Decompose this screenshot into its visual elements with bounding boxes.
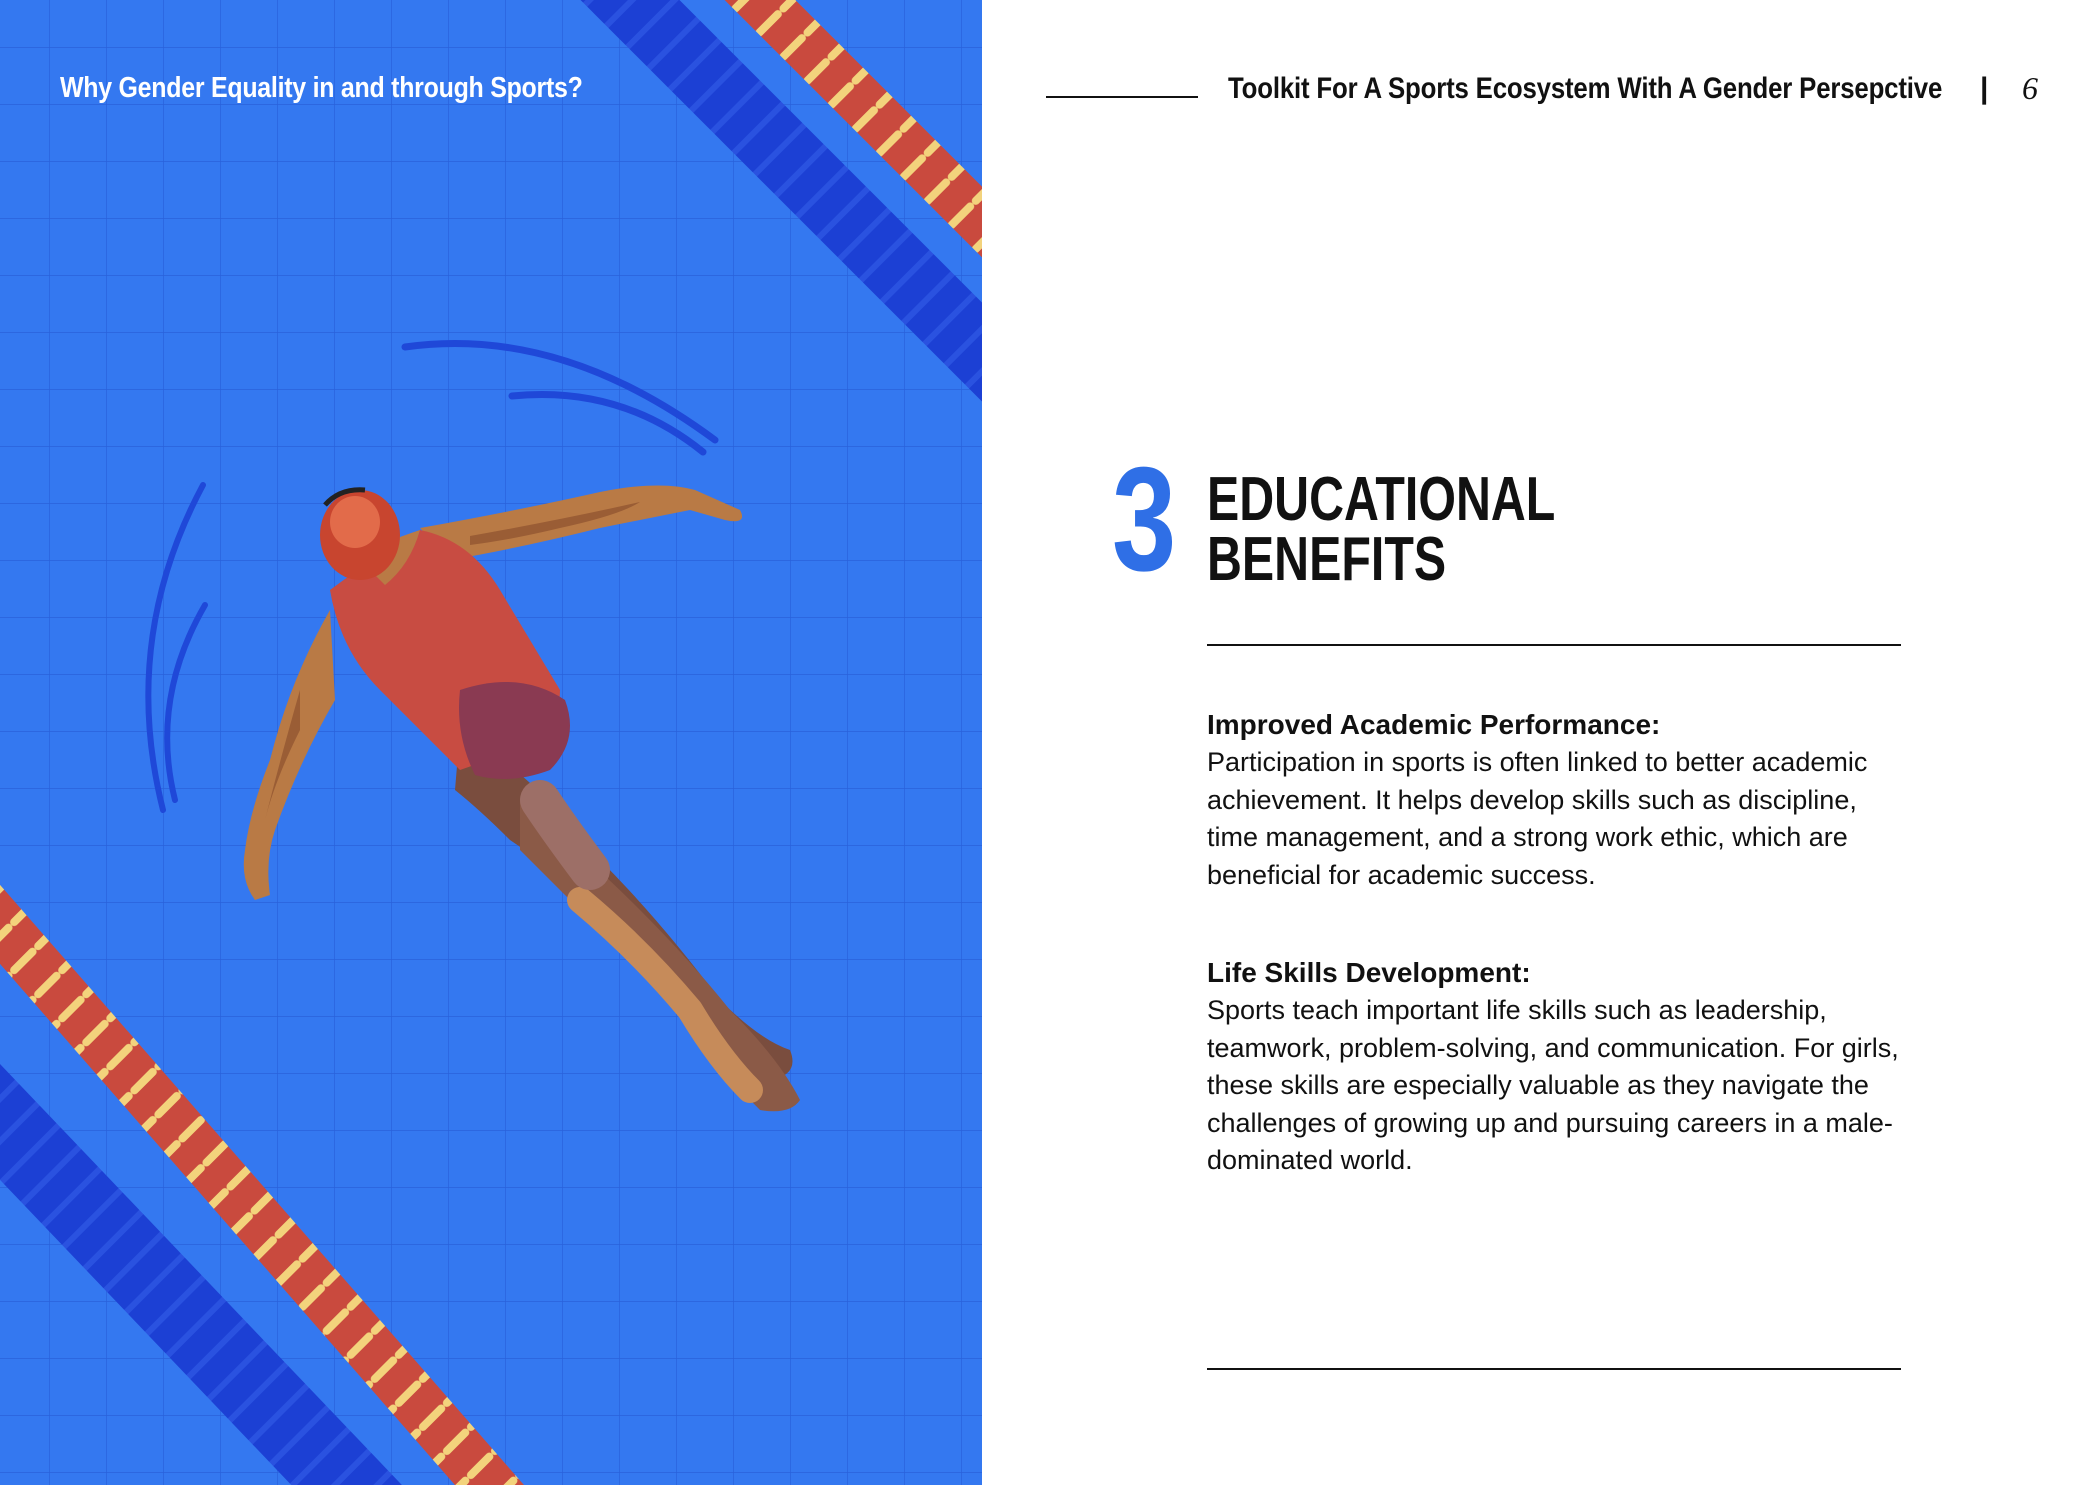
section-top-rule bbox=[1207, 644, 1901, 646]
benefit-text: Participation in sports is often linked to better academic achievement. It helps develop skills such as discipline, time management, and a strong work ethic, which are beneficial for academic success. bbox=[1207, 747, 1868, 890]
section-title bbox=[1207, 465, 1556, 594]
benefit-heading: Life Skills Development: bbox=[1207, 957, 1531, 988]
swimmer-illustration bbox=[0, 0, 982, 1485]
header-rule bbox=[1046, 96, 1198, 98]
benefit-academic-performance bbox=[1207, 706, 1907, 894]
header-separator: | bbox=[1980, 72, 1989, 105]
pool-illustration-panel bbox=[0, 0, 982, 1485]
section-title-line1: EDUCATIONAL bbox=[1207, 465, 1556, 534]
benefit-text: Sports teach important life skills such as leadership, teamwork, problem-solving, and communication. For girls, these skills are especially valuable as they navigate the challenges of growing up and pursuing careers in a male-dominated world. bbox=[1207, 995, 1899, 1175]
section-bottom-rule bbox=[1207, 1368, 1901, 1370]
section-title-line2: BENEFITS bbox=[1207, 525, 1447, 594]
page-number: 6 bbox=[2022, 70, 2038, 106]
section-number: 3 bbox=[1112, 437, 1177, 602]
benefit-heading: Improved Academic Performance: bbox=[1207, 709, 1661, 740]
panel-title: Why Gender Equality in and through Sports? bbox=[60, 72, 583, 104]
document-title: Toolkit For A Sports Ecosystem With A Gender Persepctive bbox=[1228, 72, 1943, 105]
benefit-life-skills bbox=[1207, 954, 1907, 1180]
